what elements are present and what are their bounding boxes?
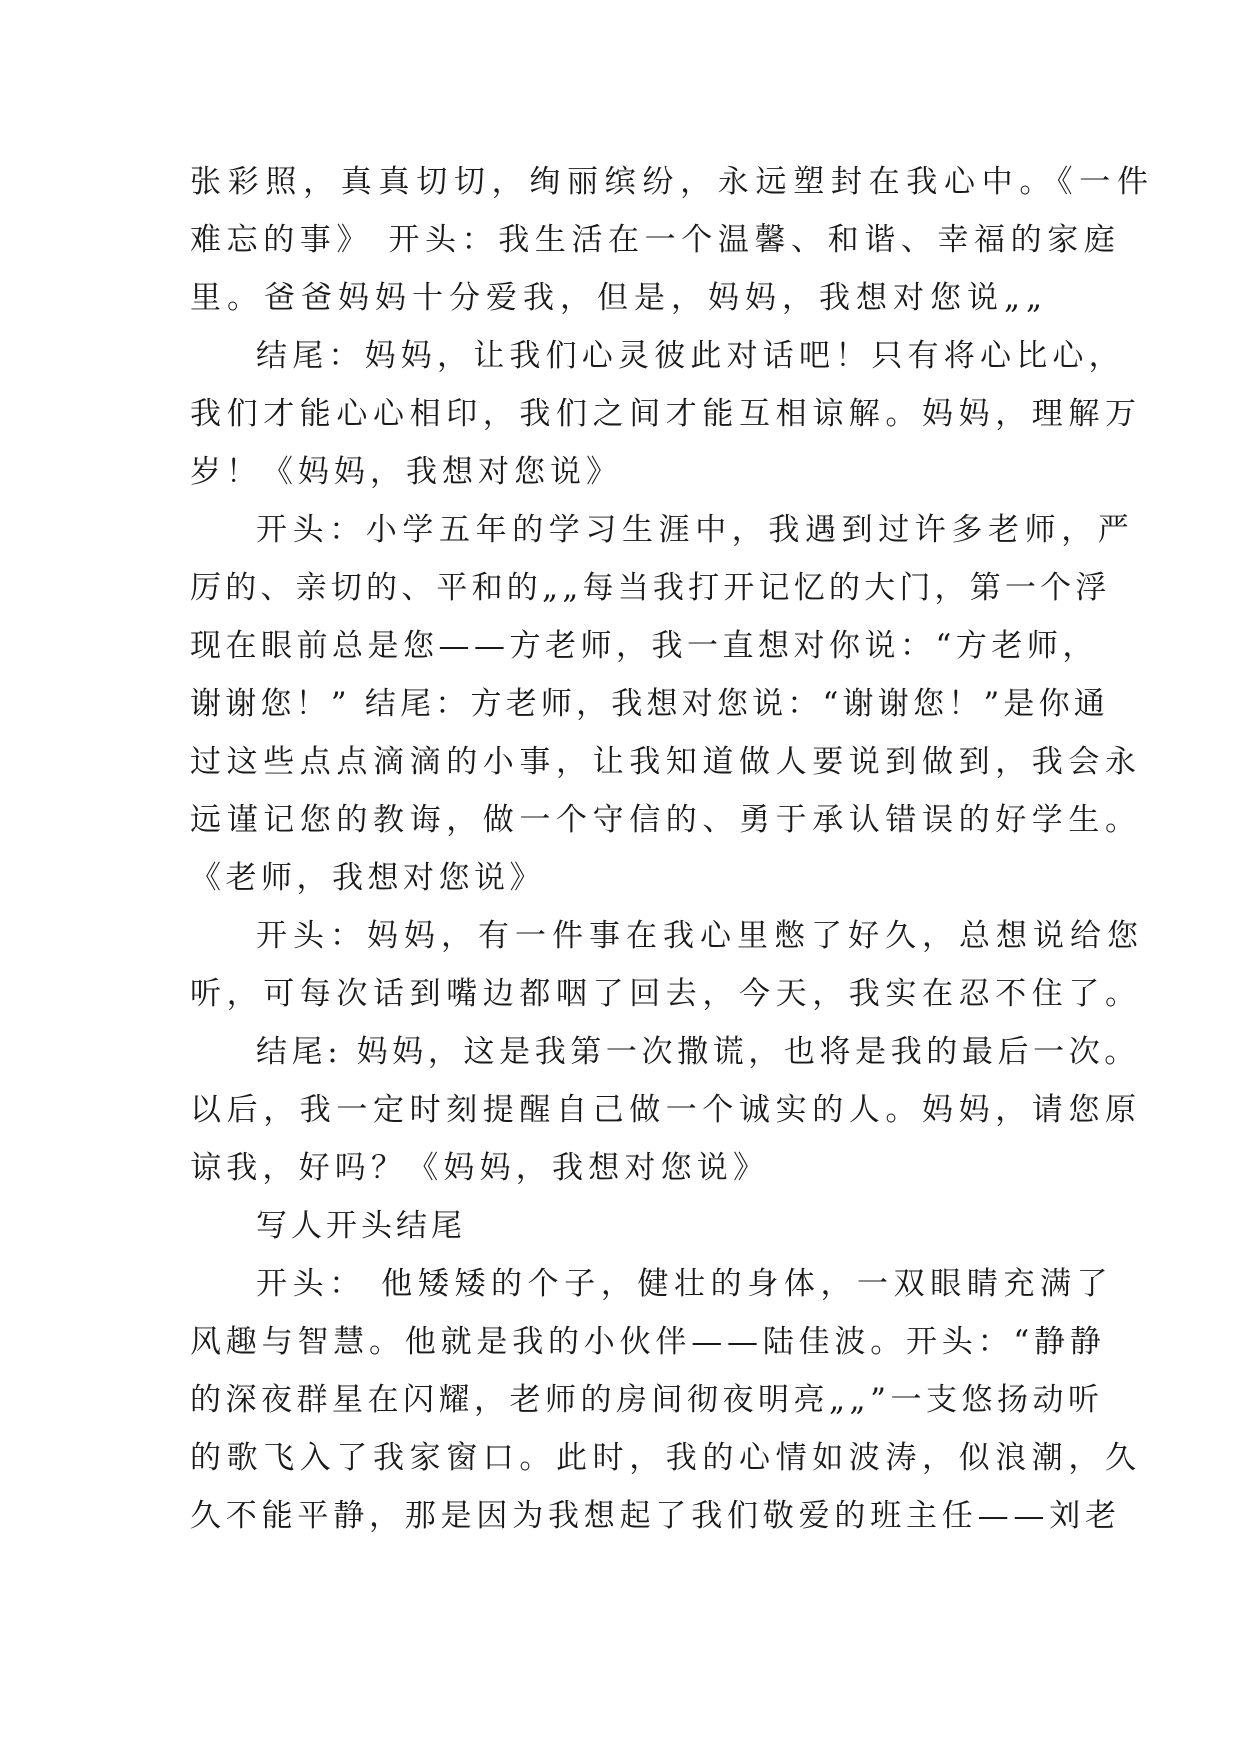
text-line: 结尾：妈妈，让我们心灵彼此对话吧！只有将心比心， [256, 338, 1125, 374]
text-line: 开头：妈妈，有一件事在我心里憋了好久，总想说给您 [256, 918, 1144, 954]
text-line: 的深夜群星在闪耀，老师的房间彻夜明亮„„”一支悠扬动听 [190, 1382, 1104, 1418]
text-line: 张彩照，真真切切，绚丽缤纷，永远塑封在我心中。《一件 [190, 164, 1155, 200]
text-line: 风趣与智慧。他就是我的小伙伴——陆佳波。开头：“静静 [190, 1324, 1106, 1360]
text-line: 过这些点点滴滴的小事，让我知道做人要说到做到，我会永 [190, 744, 1142, 780]
text-line: 远谨记您的教诲，做一个守信的、勇于承认错误的好学生。 [190, 802, 1142, 838]
text-line: 难忘的事》 开头：我生活在一个温馨、和谐、幸福的家庭 [190, 222, 1121, 258]
text-line: 以后，我一定时刻提醒自己做一个诚实的人。妈妈，请您原 [190, 1092, 1142, 1128]
text-line: 开头： 他矮矮的个子，健壮的身体，一双眼睛充满了 [256, 1266, 1114, 1302]
text-line: 《老师，我想对您说》 [190, 860, 545, 896]
text-line: 结尾: 妈妈，这是我第一次撒谎，也将是我的最后一次。 [256, 1034, 1140, 1070]
text-line: 听，可每次话到嘴边都咽了回去，今天，我实在忍不住了。 [190, 976, 1142, 1012]
text-line: 谅我，好吗？《妈妈，我想对您说》 [190, 1150, 770, 1186]
text-line: 岁！《妈妈，我想对您说》 [190, 454, 622, 490]
text-line: 里。爸爸妈妈十分爱我，但是，妈妈，我想对您说„„ [190, 280, 1049, 316]
text-line: 厉的、亲切的、平和的„„每当我打开记忆的大门，第一个浮 [190, 570, 1111, 606]
text-line: 开头：小学五年的学习生涯中，我遇到过许多老师，严 [256, 512, 1135, 548]
text-line: 现在眼前总是您——方老师，我一直想对你说：“方老师， [190, 628, 1098, 664]
text-line: 谢谢您！” 结尾：方老师，我想对您说：“谢谢您！”是你通 [190, 686, 1109, 722]
text-line: 久不能平静，那是因为我想起了我们敬爱的班主任——刘老 [190, 1498, 1121, 1534]
section-heading: 写人开头结尾 [256, 1208, 466, 1244]
text-line: 的歌飞入了我家窗口。此时，我的心情如波涛，似浪潮，久 [190, 1440, 1142, 1476]
text-line: 我们才能心心相印，我们之间才能互相谅解。妈妈，理解万 [190, 396, 1142, 432]
